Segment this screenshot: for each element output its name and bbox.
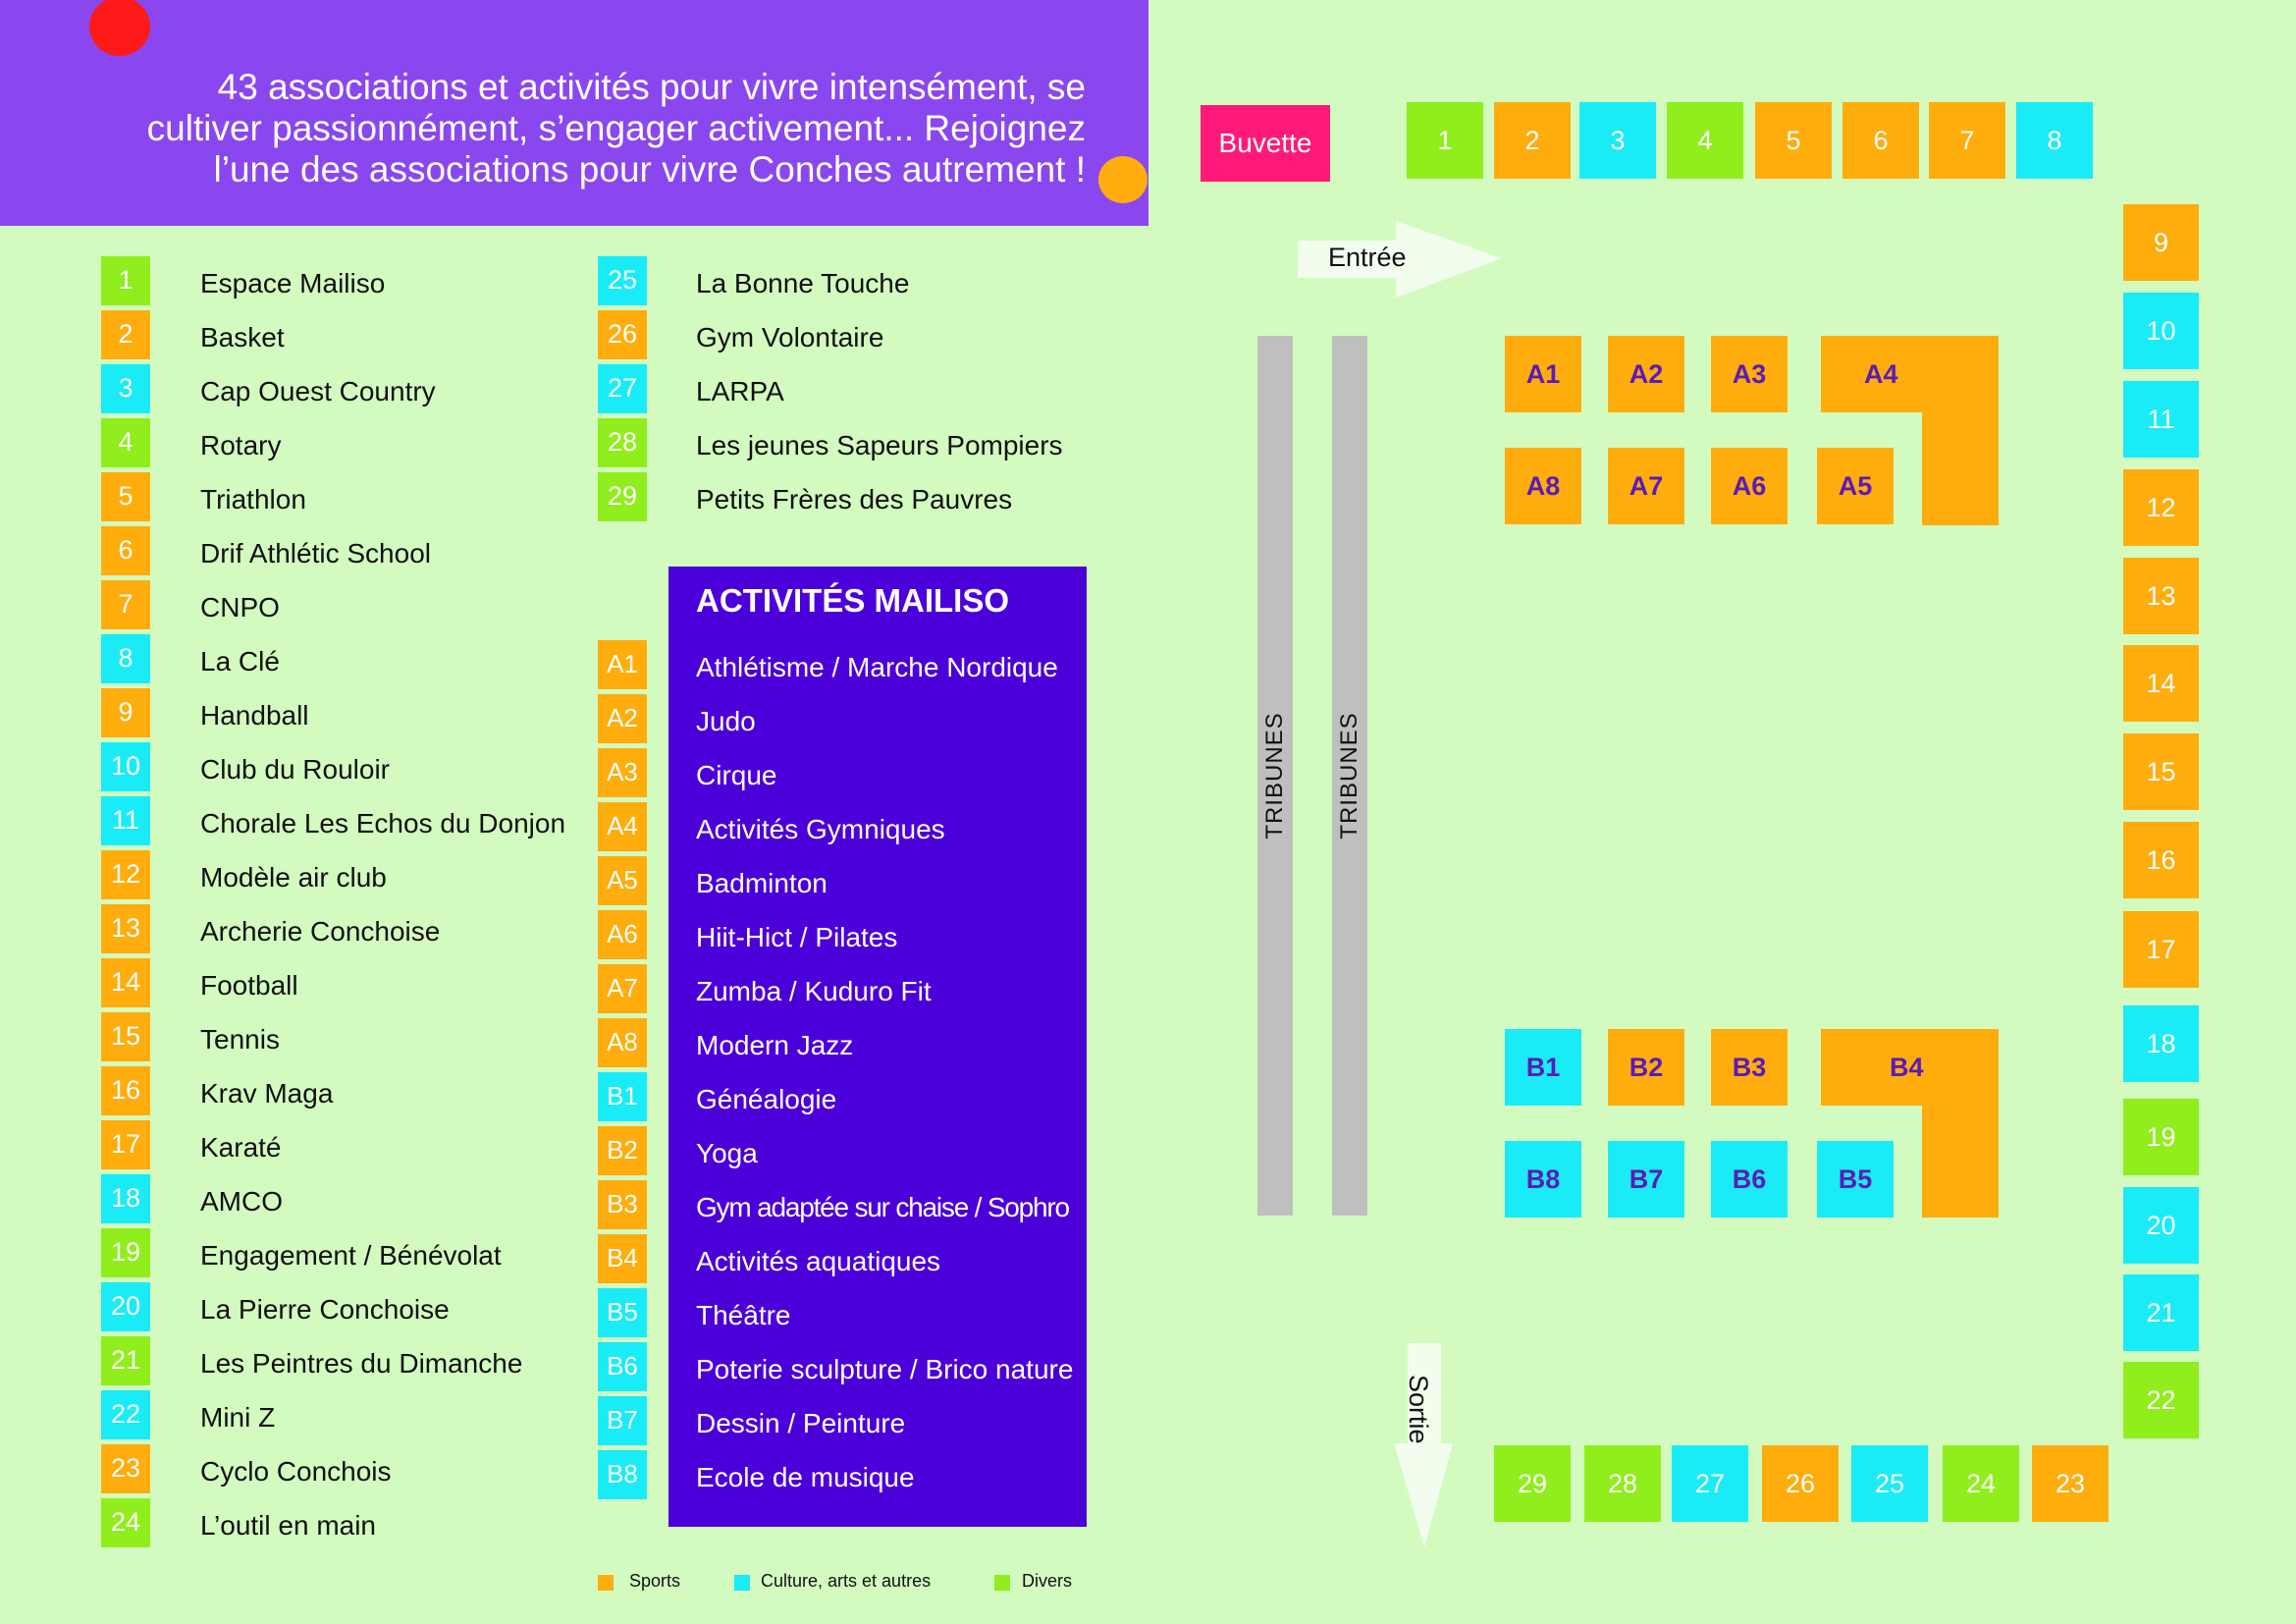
list-item-2: Basket bbox=[200, 322, 285, 352]
mailiso-item-b1: Généalogie bbox=[696, 1084, 837, 1114]
list-item-24: L’outil en main bbox=[200, 1510, 377, 1541]
stand-b8: B8 bbox=[1505, 1141, 1581, 1218]
header-line-1: 43 associations et activités pour vivre intensément, se bbox=[217, 67, 1086, 107]
list-item-3: Cap Ouest Country bbox=[200, 376, 436, 406]
stand-a3: A3 bbox=[1711, 336, 1788, 412]
mailiso-item-a2: Judo bbox=[696, 706, 756, 736]
list-badge-21: 21 bbox=[101, 1336, 150, 1385]
mailiso-item-b6: Poterie sculpture / Brico nature bbox=[696, 1354, 1074, 1384]
list-item-25: La Bonne Touche bbox=[696, 268, 910, 298]
header-banner bbox=[0, 0, 1148, 226]
list-badge-27: 27 bbox=[598, 364, 647, 413]
list-item-27: LARPA bbox=[696, 376, 784, 406]
stand-12: 12 bbox=[2123, 469, 2199, 546]
mailiso-item-b7: Dessin / Peinture bbox=[696, 1408, 906, 1438]
list-badge-2: 2 bbox=[101, 310, 150, 359]
legend-swatch-divers bbox=[994, 1575, 1010, 1591]
mailiso-badge-a6: A6 bbox=[598, 910, 647, 959]
list-badge-9: 9 bbox=[101, 688, 150, 737]
list-badge-8: 8 bbox=[101, 634, 150, 683]
mailiso-title: ACTIVITÉS MAILISO bbox=[696, 582, 1010, 619]
list-item-11: Chorale Les Echos du Donjon bbox=[200, 808, 566, 839]
mailiso-badge-b3: B3 bbox=[598, 1180, 647, 1229]
list-badge-12: 12 bbox=[101, 850, 150, 899]
stand-14: 14 bbox=[2123, 645, 2199, 722]
orange-dot-decoration bbox=[1098, 156, 1148, 203]
stand-a2: A2 bbox=[1608, 336, 1684, 412]
list-item-9: Handball bbox=[200, 700, 309, 731]
mailiso-badge-b7: B7 bbox=[598, 1396, 647, 1445]
list-item-4: Rotary bbox=[200, 430, 282, 460]
list-badge-6: 6 bbox=[101, 526, 150, 575]
mailiso-badge-a5: A5 bbox=[598, 856, 647, 905]
list-item-14: Football bbox=[200, 970, 298, 1001]
legend-swatch-culture bbox=[734, 1575, 750, 1591]
stand-7: 7 bbox=[1929, 102, 2005, 179]
sortie-label: Sortie bbox=[1404, 1375, 1433, 1444]
mailiso-item-b2: Yoga bbox=[696, 1138, 758, 1168]
stand-b5: B5 bbox=[1817, 1141, 1894, 1218]
stand-a4: A4 bbox=[1821, 336, 1999, 412]
list-badge-23: 23 bbox=[101, 1444, 150, 1493]
list-item-17: Karaté bbox=[200, 1132, 282, 1163]
stand-4: 4 bbox=[1667, 102, 1743, 179]
mailiso-item-a5: Badminton bbox=[696, 868, 828, 898]
list-badge-13: 13 bbox=[101, 904, 150, 953]
list-item-28: Les jeunes Sapeurs Pompiers bbox=[696, 430, 1063, 460]
stand-22: 22 bbox=[2123, 1362, 2199, 1438]
stand-a8: A8 bbox=[1505, 448, 1581, 524]
tribunes-right bbox=[1332, 336, 1367, 1216]
stand-28: 28 bbox=[1584, 1445, 1661, 1522]
list-item-16: Krav Maga bbox=[200, 1078, 334, 1109]
stand-3: 3 bbox=[1579, 102, 1656, 179]
list-badge-7: 7 bbox=[101, 580, 150, 629]
list-item-19: Engagement / Bénévolat bbox=[200, 1240, 502, 1271]
mailiso-item-b4: Activités aquatiques bbox=[696, 1246, 941, 1276]
header-text bbox=[45, 67, 1086, 190]
mailiso-badge-a3: A3 bbox=[598, 748, 647, 797]
header-line-3: l’une des associations pour vivre Conches autrement ! bbox=[213, 149, 1086, 189]
mailiso-badge-a7: A7 bbox=[598, 964, 647, 1013]
mailiso-badge-b6: B6 bbox=[598, 1342, 647, 1391]
stand-20: 20 bbox=[2123, 1187, 2199, 1264]
mailiso-item-b3: Gym adaptée sur chaise / Sophro bbox=[696, 1192, 1069, 1222]
mailiso-badge-a1: A1 bbox=[598, 640, 647, 689]
list-item-18: AMCO bbox=[200, 1186, 283, 1217]
list-badge-28: 28 bbox=[598, 418, 647, 467]
list-item-13: Archerie Conchoise bbox=[200, 916, 441, 947]
mailiso-item-b5: Théâtre bbox=[696, 1300, 791, 1330]
stand-9: 9 bbox=[2123, 204, 2199, 281]
tribunes-right-label: TRIBUNES bbox=[1336, 712, 1362, 839]
list-item-22: Mini Z bbox=[200, 1402, 276, 1433]
legend-label-culture: Culture, arts et autres bbox=[761, 1571, 932, 1591]
mailiso-badge-b1: B1 bbox=[598, 1072, 647, 1121]
list-item-6: Drif Athlétic School bbox=[200, 538, 431, 568]
stand-2: 2 bbox=[1494, 102, 1571, 179]
stand-a1: A1 bbox=[1505, 336, 1581, 412]
stand-b6: B6 bbox=[1711, 1141, 1788, 1218]
stand-11: 11 bbox=[2123, 381, 2199, 458]
list-badge-17: 17 bbox=[101, 1120, 150, 1169]
stand-18: 18 bbox=[2123, 1005, 2199, 1082]
list-item-1: Espace Mailiso bbox=[200, 268, 386, 298]
stand-16: 16 bbox=[2123, 822, 2199, 898]
list-badge-19: 19 bbox=[101, 1228, 150, 1277]
list-item-21: Les Peintres du Dimanche bbox=[200, 1348, 523, 1379]
stand-29: 29 bbox=[1494, 1445, 1571, 1522]
mailiso-badge-b8: B8 bbox=[598, 1450, 647, 1499]
list-badge-11: 11 bbox=[101, 796, 150, 845]
legend-swatch-sports bbox=[598, 1575, 614, 1591]
list-badge-26: 26 bbox=[598, 310, 647, 359]
header-line-2: cultiver passionnément, s’engager activement... Rejoignez bbox=[146, 108, 1086, 148]
stand-19: 19 bbox=[2123, 1099, 2199, 1175]
mailiso-item-a8: Modern Jazz bbox=[696, 1030, 854, 1060]
list-badge-29: 29 bbox=[598, 472, 647, 521]
mailiso-item-a1: Athlétisme / Marche Nordique bbox=[696, 652, 1058, 682]
list-item-23: Cyclo Conchois bbox=[200, 1456, 392, 1487]
stand-b4: B4 bbox=[1821, 1029, 1999, 1106]
list-badge-10: 10 bbox=[101, 742, 150, 791]
stand-24: 24 bbox=[1943, 1445, 2019, 1522]
stand-5: 5 bbox=[1755, 102, 1832, 179]
buvette-stand: Buvette bbox=[1201, 105, 1330, 182]
list-item-12: Modèle air club bbox=[200, 862, 387, 893]
mailiso-badge-b5: B5 bbox=[598, 1288, 647, 1337]
stand-a7: A7 bbox=[1608, 448, 1684, 524]
stand-21: 21 bbox=[2123, 1274, 2199, 1351]
stand-23: 23 bbox=[2032, 1445, 2109, 1522]
stand-b1: B1 bbox=[1505, 1029, 1581, 1106]
list-item-10: Club du Rouloir bbox=[200, 754, 390, 785]
list-badge-15: 15 bbox=[101, 1012, 150, 1061]
stand-b2: B2 bbox=[1608, 1029, 1684, 1106]
stand-13: 13 bbox=[2123, 558, 2199, 634]
tribunes-left-label: TRIBUNES bbox=[1261, 712, 1288, 839]
list-item-5: Triathlon bbox=[200, 484, 306, 514]
mailiso-item-a3: Cirque bbox=[696, 760, 777, 790]
list-badge-25: 25 bbox=[598, 256, 647, 305]
mailiso-activities-box bbox=[668, 567, 1087, 1527]
stand-25: 25 bbox=[1851, 1445, 1928, 1522]
mailiso-badge-a4: A4 bbox=[598, 802, 647, 851]
stand-b7: B7 bbox=[1608, 1141, 1684, 1218]
legend-label-divers: Divers bbox=[1022, 1571, 1073, 1591]
list-item-7: CNPO bbox=[200, 592, 280, 623]
mailiso-item-a4: Activités Gymniques bbox=[696, 814, 945, 844]
list-badge-22: 22 bbox=[101, 1390, 150, 1439]
stand-b3: B3 bbox=[1711, 1029, 1788, 1106]
stand-a6: A6 bbox=[1711, 448, 1788, 524]
mailiso-badge-b2: B2 bbox=[598, 1126, 647, 1175]
list-item-26: Gym Volontaire bbox=[696, 322, 884, 352]
mailiso-item-b8: Ecole de musique bbox=[696, 1462, 915, 1492]
stand-a5: A5 bbox=[1817, 448, 1894, 524]
stand-1: 1 bbox=[1407, 102, 1483, 179]
list-badge-14: 14 bbox=[101, 958, 150, 1007]
list-badge-16: 16 bbox=[101, 1066, 150, 1115]
mailiso-badge-a8: A8 bbox=[598, 1018, 647, 1067]
mailiso-badge-a2: A2 bbox=[598, 694, 647, 743]
legend-label-sports: Sports bbox=[629, 1571, 681, 1591]
stand-26: 26 bbox=[1762, 1445, 1839, 1522]
stand-17: 17 bbox=[2123, 911, 2199, 988]
list-badge-20: 20 bbox=[101, 1282, 150, 1331]
list-badge-5: 5 bbox=[101, 472, 150, 521]
list-badge-3: 3 bbox=[101, 364, 150, 413]
mailiso-item-a7: Zumba / Kuduro Fit bbox=[696, 976, 932, 1006]
list-badge-18: 18 bbox=[101, 1174, 150, 1223]
stand-10: 10 bbox=[2123, 293, 2199, 369]
entree-label: Entrée bbox=[1328, 243, 1407, 272]
stand-6: 6 bbox=[1842, 102, 1919, 179]
stand-8: 8 bbox=[2016, 102, 2093, 179]
tribunes-left bbox=[1257, 336, 1293, 1216]
stand-15: 15 bbox=[2123, 733, 2199, 810]
mailiso-badge-b4: B4 bbox=[598, 1234, 647, 1283]
list-item-20: La Pierre Conchoise bbox=[200, 1294, 450, 1325]
list-item-15: Tennis bbox=[200, 1024, 280, 1055]
list-badge-1: 1 bbox=[101, 256, 150, 305]
red-dot-decoration bbox=[89, 0, 150, 56]
list-badge-4: 4 bbox=[101, 418, 150, 467]
stand-27: 27 bbox=[1672, 1445, 1748, 1522]
mailiso-item-a6: Hiit-Hict / Pilates bbox=[696, 922, 898, 952]
list-item-29: Petits Frères des Pauvres bbox=[696, 484, 1013, 514]
list-badge-24: 24 bbox=[101, 1498, 150, 1547]
list-item-8: La Clé bbox=[200, 646, 280, 677]
